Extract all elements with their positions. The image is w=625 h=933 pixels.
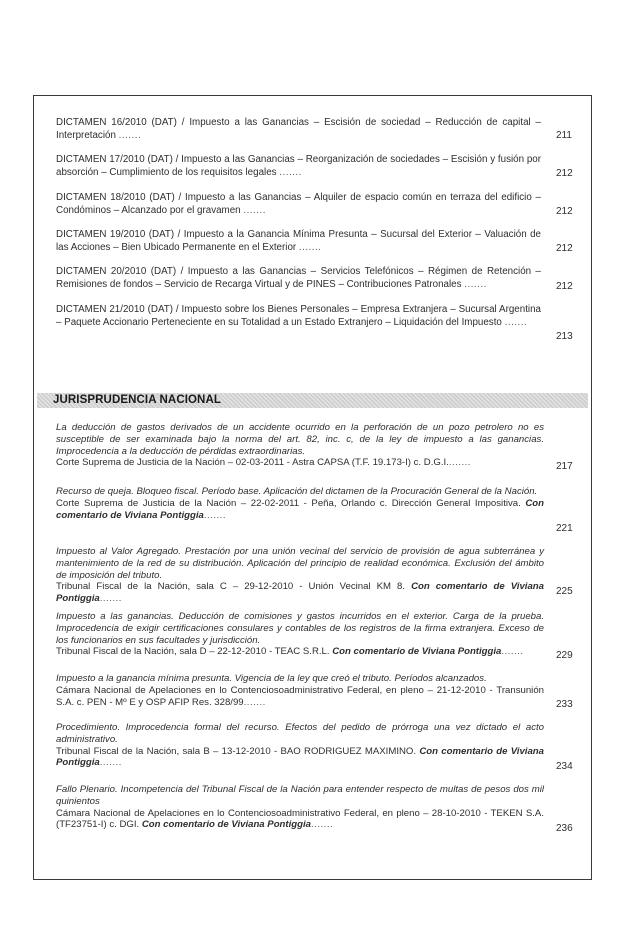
commentary-author: Con comentario de Viviana Pontiggia <box>56 581 545 605</box>
jurisprudence-entry[interactable] <box>56 722 544 769</box>
citation-text: Cámara Nacional de Apelaciones en lo Contenciosoadministrativo Federal, en pleno – 21-12-2010 - Transunión S.A. c. PEN - Mº E y OSP AFIP Res. 328/99 <box>56 684 544 708</box>
toc-entry[interactable] <box>56 229 541 254</box>
toc-page-number: 217 <box>556 461 573 472</box>
entry-topic: Procedimiento. Improcedencia formal del recurso. Efectos del pedido de prórroga una vez dictado el acto administrativo. <box>56 722 544 745</box>
entry-citation <box>56 581 544 605</box>
toc-page-number: 221 <box>556 523 573 534</box>
dot-leader: ....... <box>504 316 528 328</box>
entry-citation <box>56 498 544 522</box>
commentary-author: Con comentario de Viviana Pontiggia <box>141 819 312 831</box>
citation-text: Tribunal Fiscal de la Nación, sala C – 29-12-2010 - Unión Vecinal KM 8. <box>56 581 406 593</box>
toc-entry-text: DICTAMEN 18/2010 (DAT) / Impuesto a las Ganancias – Alquiler de espacio común en terraza del edificio – Condóminos – Alcanzado por el gravamen <box>56 192 541 216</box>
entry-citation <box>56 457 544 469</box>
entry-citation <box>56 685 544 709</box>
citation-text: Corte Suprema de Justicia de la Nación – 02-03-2011 - Astra CAPSA (T.F. 19.173-I) c. D.G.I. <box>56 457 449 469</box>
entry-citation <box>56 646 544 658</box>
toc-entry[interactable] <box>56 304 541 329</box>
dot-leader: ....... <box>279 166 302 178</box>
toc-entry[interactable] <box>56 117 541 142</box>
toc-entry-text: DICTAMEN 19/2010 (DAT) / Impuesto a la Ganancia Mínima Presunta – Sucursal del Exterior – Valuación de las Acciones – Bien Ubicado Permanente en el Exterior <box>56 229 541 253</box>
entry-citation <box>56 746 544 770</box>
citation-text: Cámara Nacional de Apelaciones en lo Contenciosoadministrativo Federal, en pleno – 28-10-2010 - TEKEN S.A. (TF23751-I) c. DGI. <box>56 807 544 831</box>
entry-topic: La deducción de gastos derivados de un accidente ocurrido en la perforación de un pozo petrolero no es susceptible de ser examinada bajo la norma del art. 82, inc. c, de la ley de impuesto a las ganancias. Improcedencia a la deducción de pérdidas extraordinarias. <box>56 422 544 457</box>
toc-page-number: 234 <box>556 761 573 772</box>
dot-leader: ....... <box>203 509 227 521</box>
citation-text: Corte Suprema de Justicia de la Nación – 22-02-2011 - Peña, Orlando c. Dirección General Impositiva. <box>56 497 521 509</box>
dot-leader: ....... <box>99 757 122 769</box>
toc-page-number: 212 <box>556 168 573 179</box>
dot-leader: ....... <box>118 129 142 141</box>
toc-page-number: 229 <box>556 650 573 661</box>
toc-page-number: 213 <box>556 331 573 342</box>
jurisprudence-entry[interactable] <box>56 486 544 521</box>
entry-topic: Impuesto a las ganancias. Deducción de comisiones y gastos incurridos en el exterior. Carga de la prueba. Improcedencia de exigir certificaciones consulares y contables de los registros de la firma extranjera. Exceso de los funcionarios en sus facultades y jurisdicción. <box>56 611 544 646</box>
commentary-author: Con comentario de Viviana Pontiggia <box>56 497 545 521</box>
toc-page-number: 212 <box>556 243 573 254</box>
toc-entry-text: DICTAMEN 16/2010 (DAT) / Impuesto a las Ganancias – Escisión de sociedad – Reducción de capital – Interpretación <box>56 117 541 141</box>
jurisprudence-entry[interactable] <box>56 673 544 708</box>
dot-leader: ....... <box>464 278 487 290</box>
toc-entry[interactable] <box>56 192 541 217</box>
citation-text: Tribunal Fiscal de la Nación, sala D – 22-12-2010 - TEAC S.R.L. <box>56 646 330 658</box>
toc-entry[interactable] <box>56 266 541 291</box>
dot-leader: ....... <box>501 646 524 658</box>
toc-page-number: 236 <box>556 823 573 834</box>
dot-leader: ....... <box>448 457 471 469</box>
entry-topic: Impuesto al Valor Agregado. Prestación por una unión vecinal del servicio de provisión de agua subterránea y mantenimiento de la red de su distribución. Aplicación del principio de realidad económica. Exclusión del ámbito de imposición del tributo. <box>56 546 544 581</box>
dot-leader: ....... <box>99 593 122 605</box>
toc-entry-text: DICTAMEN 20/2010 (DAT) / Impuesto a las Ganancias – Servicios Telefónicos – Régimen de Retención – Remisiones de fondos – Servicio de Recarga Virtual y de PINES – Contribuciones Patronales <box>56 266 541 290</box>
entry-citation <box>56 808 544 832</box>
dot-leader: ....... <box>243 204 266 216</box>
jurisprudence-entry[interactable] <box>56 422 544 469</box>
toc-entry-text: DICTAMEN 21/2010 (DAT) / Impuesto sobre los Bienes Personales – Empresa Extranjera – Sucursal Argentina – Paquete Accionario Perteneciente en su Totalidad a un Estado Extranjero – Liquidación del Impuesto <box>56 304 541 328</box>
dot-leader: ....... <box>298 241 322 253</box>
toc-entry[interactable] <box>56 154 541 179</box>
dot-leader: ....... <box>311 819 334 831</box>
commentary-author: Con comentario de Viviana Pontiggia <box>332 646 502 658</box>
entry-topic: Impuesto a la ganancia mínima presunta. Vigencia de la ley que creó el tributo. Períodos alcanzados. <box>56 673 487 684</box>
commentary-author: Con comentario de Viviana Pontiggia <box>56 745 544 769</box>
entry-topic: Fallo Plenario. Incompetencia del Tribunal Fiscal de la Nación para entender respecto de multas de pesos dos mil quinientos <box>56 784 544 807</box>
entry-topic: Recurso de queja. Bloqueo fiscal. Período base. Aplicación del dictamen de la Procuración General de la Nación. <box>56 486 538 497</box>
citation-text: Tribunal Fiscal de la Nación, sala B – 13-12-2010 - BAO RODRIGUEZ MAXIMINO. <box>56 745 417 757</box>
toc-page-number: 212 <box>556 281 573 292</box>
jurisprudence-entry[interactable] <box>56 784 544 831</box>
toc-page-number: 225 <box>556 586 573 597</box>
section-title: JURISPRUDENCIA NACIONAL <box>53 394 221 406</box>
jurisprudence-entry[interactable] <box>56 611 544 658</box>
toc-page-number: 233 <box>556 699 573 710</box>
toc-page-number: 211 <box>556 130 572 141</box>
dot-leader: ....... <box>243 696 266 708</box>
toc-entry-text: DICTAMEN 17/2010 (DAT) / Impuesto a las Ganancias – Reorganización de sociedades – Escisión y fusión por absorción – Cumplimiento de los requisitos legales <box>56 154 541 178</box>
jurisprudence-entry[interactable] <box>56 546 544 605</box>
toc-page-number: 212 <box>556 206 573 217</box>
